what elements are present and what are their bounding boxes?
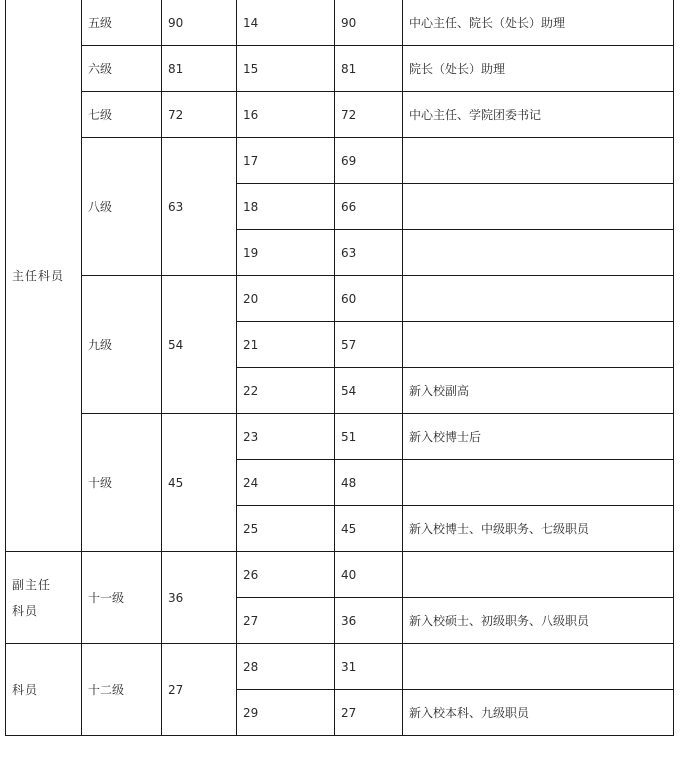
note-cell [403,552,674,598]
points-cell: 57 [335,322,403,368]
grade-cell: 十级 [82,414,162,552]
step-cell: 25 [237,506,335,552]
points-cell: 90 [335,0,403,46]
grade-cell: 七级 [82,92,162,138]
note-cell [403,138,674,184]
grade-cell: 八级 [82,138,162,276]
points-cell: 60 [335,276,403,322]
step-cell: 24 [237,460,335,506]
points-cell: 51 [335,414,403,460]
points-cell: 45 [335,506,403,552]
note-cell: 中心主任、院长（处长）助理 [403,0,674,46]
step-cell: 20 [237,276,335,322]
table-row [6,0,674,46]
table-row [6,92,674,138]
table-row [6,276,674,322]
step-cell: 14 [237,0,335,46]
points-cell: 54 [335,368,403,414]
note-cell: 新入校硕士、初级职务、八级职员 [403,598,674,644]
step-cell: 26 [237,552,335,598]
note-cell: 新入校博士、中级职务、七级职员 [403,506,674,552]
table-row [6,552,674,598]
step-cell: 29 [237,690,335,736]
step-cell: 15 [237,46,335,92]
grade-base-cell: 63 [162,138,237,276]
grade-cell: 十二级 [82,644,162,736]
grade-base-cell: 54 [162,276,237,414]
step-cell: 19 [237,230,335,276]
step-cell: 27 [237,598,335,644]
step-cell: 17 [237,138,335,184]
note-cell: 院长（处长）助理 [403,46,674,92]
grade-base-cell: 27 [162,644,237,736]
note-cell [403,322,674,368]
step-cell: 22 [237,368,335,414]
note-cell [403,230,674,276]
grade-base-cell: 45 [162,414,237,552]
grade-cell: 六级 [82,46,162,92]
table-row [6,46,674,92]
points-cell: 40 [335,552,403,598]
salary-grade-table [5,0,674,736]
note-cell [403,184,674,230]
note-cell [403,644,674,690]
grade-cell: 十一级 [82,552,162,644]
note-cell: 新入校副高 [403,368,674,414]
note-cell: 中心主任、学院团委书记 [403,92,674,138]
table-row [6,138,674,184]
note-cell [403,276,674,322]
points-cell: 27 [335,690,403,736]
note-cell: 新入校博士后 [403,414,674,460]
points-cell: 48 [335,460,403,506]
points-cell: 72 [335,92,403,138]
table-row [6,414,674,460]
note-cell [403,460,674,506]
points-cell: 66 [335,184,403,230]
step-cell: 16 [237,92,335,138]
points-cell: 31 [335,644,403,690]
group-cell-deputy-principal-staff: 副主任 科员 [6,552,82,644]
step-cell: 23 [237,414,335,460]
grade-base-cell: 36 [162,552,237,644]
group-cell-principal-staff: 主任科员 [6,0,82,552]
note-cell: 新入校本科、九级职员 [403,690,674,736]
table-row [6,644,674,690]
points-cell: 81 [335,46,403,92]
grade-base-cell: 72 [162,92,237,138]
points-cell: 63 [335,230,403,276]
grade-cell: 九级 [82,276,162,414]
group-cell-staff: 科员 [6,644,82,736]
step-cell: 21 [237,322,335,368]
grade-cell: 五级 [82,0,162,46]
points-cell: 36 [335,598,403,644]
grade-base-cell: 81 [162,46,237,92]
step-cell: 28 [237,644,335,690]
points-cell: 69 [335,138,403,184]
grade-base-cell: 90 [162,0,237,46]
step-cell: 18 [237,184,335,230]
